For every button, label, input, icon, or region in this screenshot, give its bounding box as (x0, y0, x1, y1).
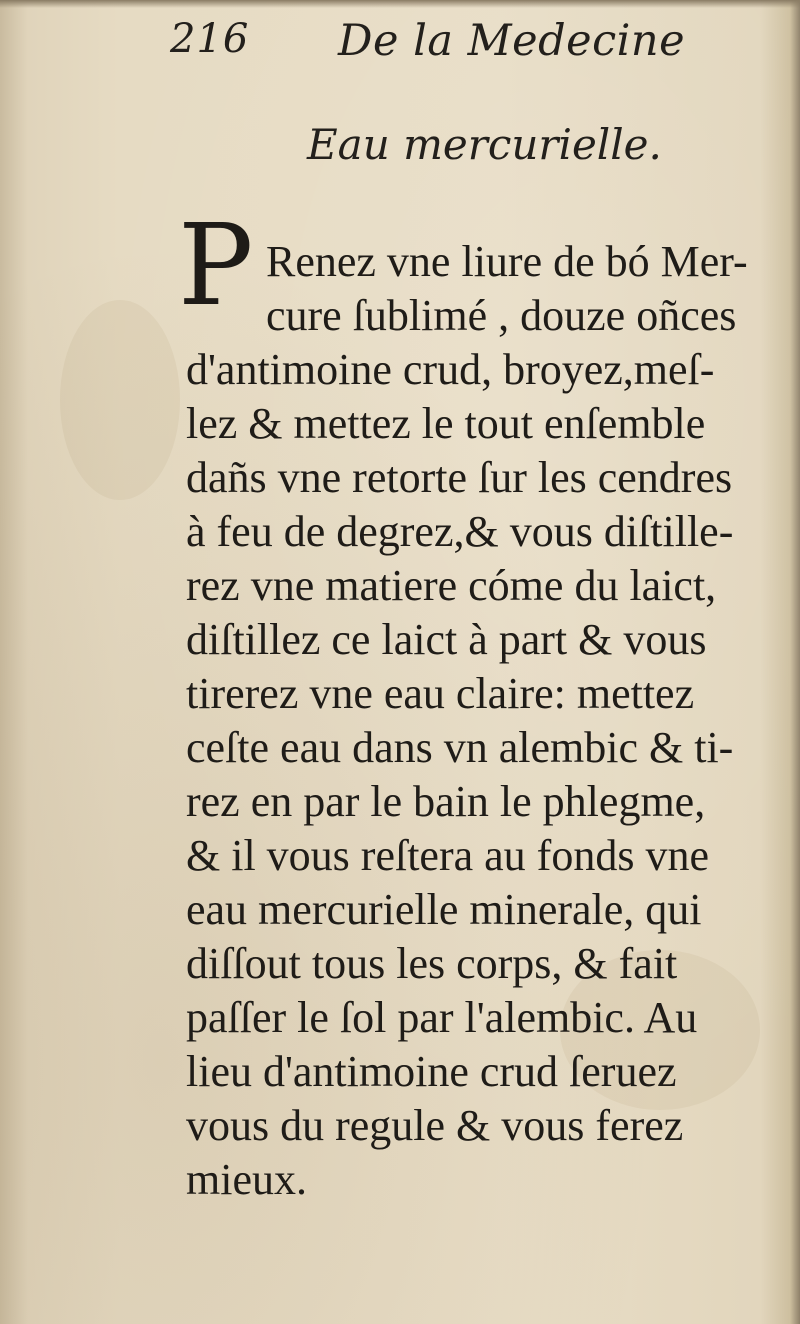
text-line: ceſte eau dans vn alembic & ti- (186, 723, 734, 772)
text-line: Renez vne liure de bó Mer- (266, 237, 748, 286)
text-line: diſſout tous les corps, & fait (186, 939, 678, 988)
page-top-edge (0, 0, 800, 8)
text-line: à feu de degrez,& vous diſtille- (186, 507, 734, 556)
text-line: rez vne matiere cóme du laict, (186, 561, 717, 610)
running-title: De la Medecine (338, 16, 686, 66)
text-line: rez en par le bain le phlegme, (186, 777, 706, 826)
text-line: vous du regule & vous ferez (186, 1101, 684, 1150)
text-line: tirerez vne eau claire: mettez (186, 669, 695, 718)
paper-stain (60, 300, 180, 500)
page-header (170, 16, 690, 72)
text-line: d'antimoine crud, broyez,meſ- (186, 345, 715, 394)
section-title: Eau mercurielle. (307, 120, 662, 169)
drop-cap-initial: P (178, 222, 254, 310)
text-line: dañs vne retorte ſur les cendres (186, 453, 733, 502)
text-line: lieu d'antimoine crud ſeruez (186, 1047, 677, 1096)
text-line: & il vous reſtera au fonds vne (186, 831, 709, 880)
text-line: diſtillez ce laict à part & vous (186, 615, 707, 664)
text-line: eau mercurielle minerale, qui (186, 885, 702, 934)
text-line: lez & mettez le tout enſemble (186, 399, 706, 448)
page-number: 216 (170, 16, 250, 62)
text-line: mieux. (186, 1155, 307, 1204)
text-line: paſſer le ſol par l'alembic. Au (186, 993, 698, 1042)
text-line: cure ſublimé , douze oñces (266, 291, 737, 340)
